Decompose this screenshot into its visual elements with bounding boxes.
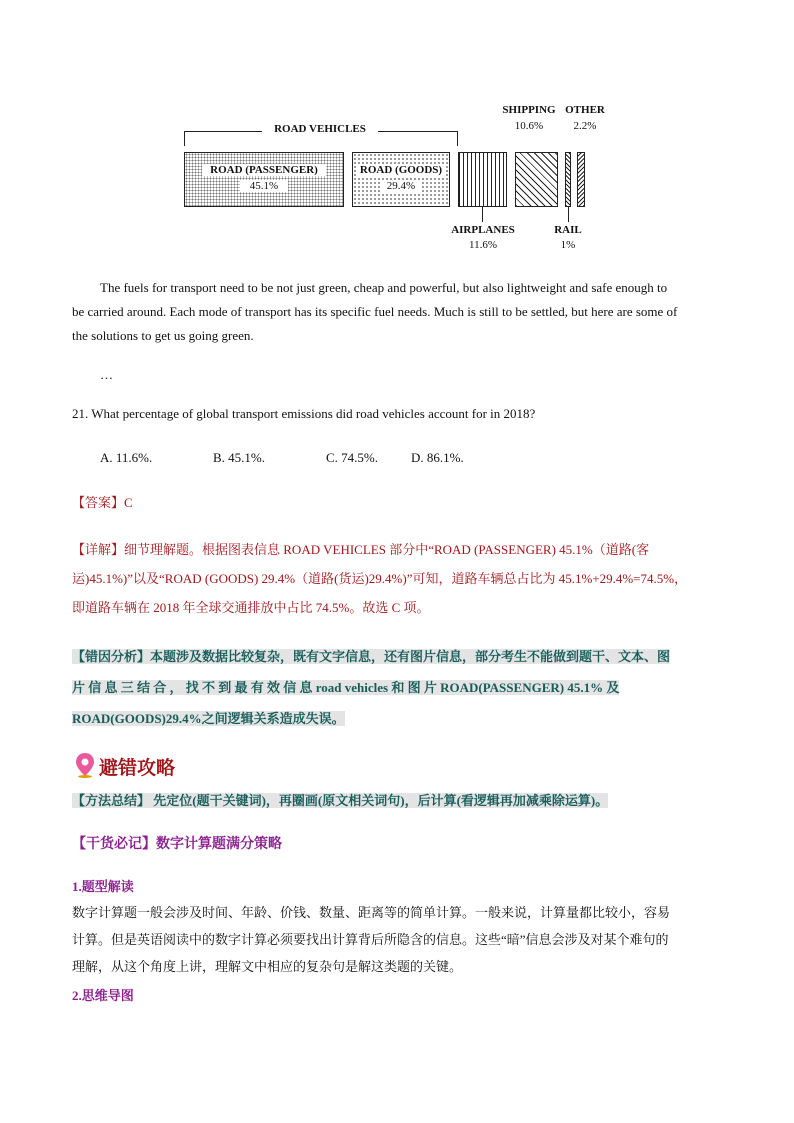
method-summary: 【方法总结】 先定位(题干关键词)，再圈画(原文相关词句)，后计算(看逻辑再加减乘除运算)。 — [72, 793, 609, 808]
location-pin-icon — [74, 752, 96, 778]
passage-ellipsis: … — [100, 367, 113, 382]
bar-road-passenger-label: ROAD (PASSENGER) — [202, 164, 326, 176]
bar-other — [577, 152, 585, 207]
road-vehicles-label: ROAD VEHICLES — [262, 123, 378, 135]
answer-value: C — [124, 495, 133, 510]
bar-road-goods-label: ROAD (GOODS) — [359, 164, 443, 176]
bar-rail — [565, 152, 571, 207]
rail-label: RAIL — [554, 224, 582, 236]
passage — [72, 276, 732, 348]
section-1-line-2: 计算。但是英语阅读中的数字计算必须要找出计算背后所隐含的信息。这些“暗”信息会涉及对某个难句的 — [72, 932, 669, 947]
section-1-line-3: 理解，从这个角度上讲，理解文中相应的复杂句是解这类题的关键。 — [72, 959, 463, 974]
shipping-value: 10.6% — [514, 120, 544, 132]
error-analysis-line-3: ROAD(GOODS)29.4%之间逻辑关系造成失误。 — [72, 711, 345, 726]
airplanes-leader-line — [482, 207, 483, 222]
passage-line-1: The fuels for transport need to be not just green, cheap and powerful, but also lightweight and safe enough to — [100, 280, 668, 295]
section-1-line-1: 数字计算题一般会涉及时间、年龄、价钱、数量、距离等的简单计算。一般来说，计算量都比较小，容易 — [72, 905, 671, 920]
explanation-text-1: 细节理解题。根据图表信息 ROAD VEHICLES 部分中“ROAD (PASSENGER) 45.1%（道路(客 — [124, 542, 650, 557]
error-analysis — [72, 641, 724, 734]
rail-leader-line — [568, 207, 569, 222]
option-d: D. 86.1%. — [411, 450, 464, 465]
explanation-line-3: 即道路车辆在 2018 年全球交通排放中占比 74.5%。故选 C 项。 — [72, 600, 430, 615]
dry-goods-heading: 【干货必记】数字计算题满分策略 — [72, 837, 282, 852]
strategy-heading: 避错攻略 — [99, 758, 176, 779]
explanation-label: 【详解】 — [72, 542, 125, 557]
option-b: B. 45.1%. — [213, 450, 265, 465]
passage-line-2: be carried around. Each mode of transport has its specific fuel needs. Much is still to be settled, but here are some of — [72, 304, 678, 319]
bar-airplanes — [458, 152, 507, 207]
error-analysis-line-2: 片 信 息 三 结 合 ， 找 不 到 最 有 效 信 息 road vehicles 和 图 片 ROAD(PASSENGER) 45.1% 及 — [72, 680, 620, 695]
airplanes-label: AIRPLANES — [451, 224, 515, 236]
explanation — [72, 535, 732, 622]
other-label: OTHER — [565, 104, 605, 116]
error-analysis-line-1: 【错因分析】本题涉及数据比较复杂，既有文字信息，还有图片信息，部分考生不能做到题干、文本、图 — [72, 649, 671, 664]
section-2-title: 2.思维导图 — [72, 988, 134, 1003]
other-value: 2.2% — [573, 120, 597, 132]
bar-road-passenger-value: 45.1% — [240, 180, 288, 192]
option-a: A. 11.6%. — [100, 450, 153, 465]
passage-line-3: the solutions to get us going green. — [72, 328, 254, 343]
bar-shipping — [515, 152, 558, 207]
explanation-line-1 — [72, 535, 732, 564]
bar-road-goods-value: 29.4% — [380, 180, 422, 192]
question-stem: 21. What percentage of global transport emissions did road vehicles account for in 2018? — [72, 406, 536, 421]
shipping-label: SHIPPING — [502, 104, 556, 116]
answer — [72, 491, 133, 515]
rail-value: 1% — [560, 239, 576, 251]
answer-label: 【答案】 — [72, 495, 125, 510]
explanation-line-2: 运)45.1%)”以及“ROAD (GOODS) 29.4%（道路(货运)29.4%)”可知，道路车辆总占比为 45.1%+29.4%=74.5%， — [72, 571, 688, 586]
section-1-title: 1.题型解读 — [72, 879, 134, 894]
airplanes-value: 11.6% — [468, 239, 497, 251]
section-1-body — [72, 899, 732, 980]
option-c: C. 74.5%. — [326, 450, 378, 465]
